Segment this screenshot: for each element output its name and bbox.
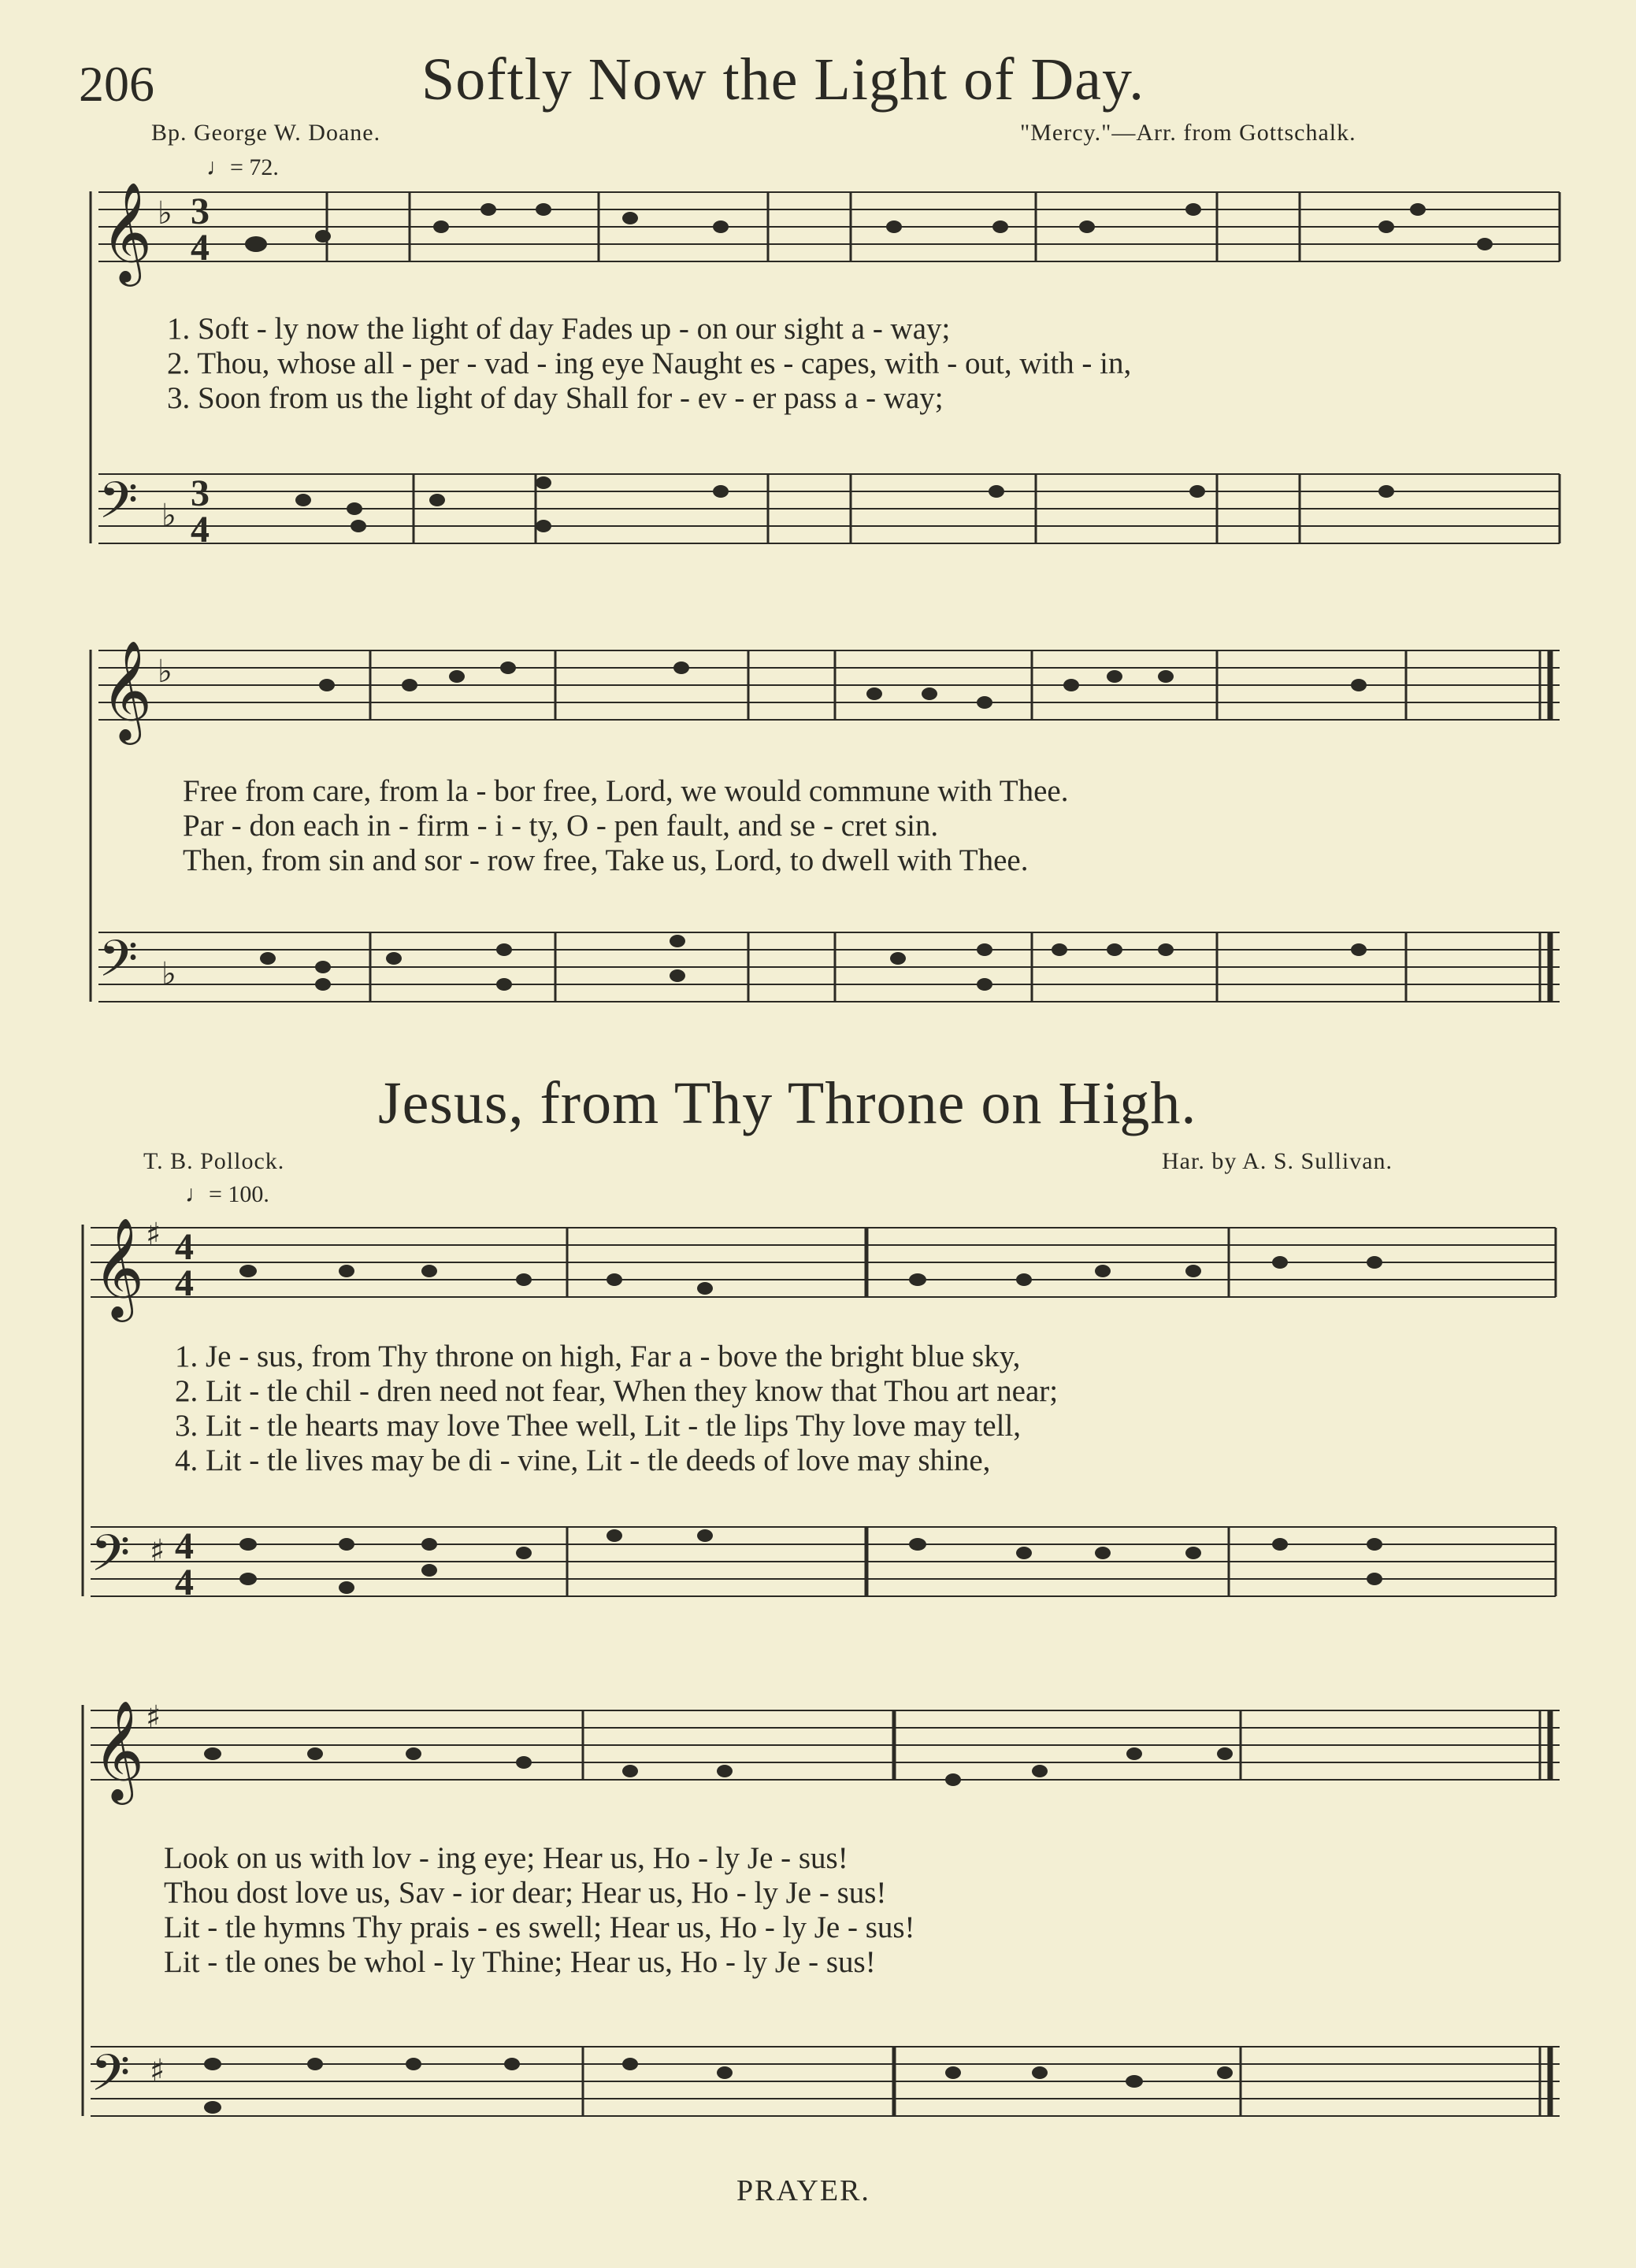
hymn-composer: Har. by A. S. Sullivan. bbox=[1162, 1148, 1393, 1174]
hymn-author: Bp. George W. Doane. bbox=[151, 120, 381, 146]
verse-line-2: 2. Thou, whose all - per - vad - ing eye Naught es - capes, with - out, with - in, bbox=[167, 346, 1132, 380]
svg-text:4: 4 bbox=[191, 227, 210, 269]
svg-text:𝄢: 𝄢 bbox=[91, 2044, 131, 2115]
svg-text:𝄢: 𝄢 bbox=[98, 472, 139, 543]
svg-text:3: 3 bbox=[191, 191, 210, 232]
verse-line-1: 1. Je - sus, from Thy throne on high, Far a - bove the bright blue sky, bbox=[175, 1340, 1021, 1373]
svg-text:♭: ♭ bbox=[158, 195, 173, 232]
verse-line-1: Look on us with lov - ing eye; Hear us, Ho - ly Je - sus! bbox=[164, 1841, 848, 1875]
svg-text:4: 4 bbox=[175, 1262, 194, 1304]
svg-text:4: 4 bbox=[175, 1525, 194, 1567]
verse-line-1: Free from care, from la - bor free, Lord, we would commune with Thee. bbox=[183, 774, 1069, 808]
svg-text:♯: ♯ bbox=[150, 2053, 165, 2089]
verse-line-3: 3. Lit - tle hearts may love Thee well, Lit - tle lips Thy love may tell, bbox=[175, 1409, 1022, 1443]
svg-text:♯: ♯ bbox=[146, 1699, 161, 1736]
verse-line-3: 3. Soon from us the light of day Shall for - ev - er pass a - way; bbox=[167, 381, 944, 415]
svg-text:3: 3 bbox=[191, 472, 210, 514]
svg-text:♭: ♭ bbox=[161, 956, 176, 992]
verse-line-3: Then, from sin and sor - row free, Take us, Lord, to dwell with Thee. bbox=[183, 843, 1029, 877]
svg-text:♯: ♯ bbox=[146, 1217, 161, 1253]
hymn-composer: "Mercy."—Arr. from Gottschalk. bbox=[1020, 120, 1356, 146]
svg-text:4: 4 bbox=[175, 1226, 194, 1268]
bass-staff bbox=[0, 1524, 1636, 1610]
quarter-note-icon: ♩ bbox=[206, 154, 230, 180]
svg-text:𝄞: 𝄞 bbox=[93, 1699, 145, 1800]
svg-text:𝄞: 𝄞 bbox=[101, 639, 153, 740]
svg-text:𝄞: 𝄞 bbox=[93, 1217, 145, 1317]
svg-text:𝄢: 𝄢 bbox=[91, 1525, 131, 1595]
quarter-note-icon: ♩ bbox=[185, 1181, 209, 1207]
treble-staff bbox=[0, 1699, 1636, 1800]
tempo-value: = 100. bbox=[209, 1181, 269, 1207]
tempo-value: = 72. bbox=[230, 154, 279, 180]
tempo-mark bbox=[185, 1181, 269, 1208]
tempo-mark bbox=[206, 154, 279, 181]
verse-line-4: 4. Lit - tle lives may be di - vine, Lit - tle deeds of love may shine, bbox=[175, 1443, 991, 1477]
verse-line-2: Thou dost love us, Sav - ior dear; Hear us, Ho - ly Je - sus! bbox=[164, 1876, 887, 1910]
treble-staff bbox=[0, 639, 1636, 740]
tune-category-label: PRAYER. bbox=[736, 2174, 870, 2207]
verse-line-1: 1. Soft - ly now the light of day Fades up - on our sight a - way; bbox=[167, 312, 951, 346]
svg-text:𝄞: 𝄞 bbox=[101, 181, 153, 282]
treble-staff bbox=[0, 1217, 1636, 1317]
verse-line-2: 2. Lit - tle chil - dren need not fear, When they know that Thou art near; bbox=[175, 1374, 1059, 1408]
svg-text:𝄢: 𝄢 bbox=[98, 930, 139, 1001]
svg-text:4: 4 bbox=[175, 1562, 194, 1603]
bass-staff bbox=[0, 2044, 1636, 2130]
verse-line-4: Lit - tle ones be whol - ly Thine; Hear us, Ho - ly Je - sus! bbox=[164, 1945, 876, 1979]
verse-line-3: Lit - tle hymns Thy prais - es swell; Hear us, Ho - ly Je - sus! bbox=[164, 1910, 915, 1944]
bass-staff bbox=[0, 929, 1636, 1016]
bass-staff bbox=[0, 471, 1636, 558]
verse-line-2: Par - don each in - firm - i - ty, O - pen fault, and se - cret sin. bbox=[183, 809, 939, 843]
page-number: 206 bbox=[79, 56, 154, 112]
hymn-title: Softly Now the Light of Day. bbox=[421, 46, 1145, 113]
svg-text:♯: ♯ bbox=[150, 1533, 165, 1569]
svg-text:4: 4 bbox=[191, 509, 210, 550]
hymn-author: T. B. Pollock. bbox=[143, 1148, 285, 1174]
treble-staff bbox=[0, 181, 1636, 282]
svg-text:♭: ♭ bbox=[161, 498, 176, 534]
svg-text:♭: ♭ bbox=[158, 654, 173, 690]
hymn-title: Jesus, from Thy Throne on High. bbox=[378, 1070, 1197, 1136]
